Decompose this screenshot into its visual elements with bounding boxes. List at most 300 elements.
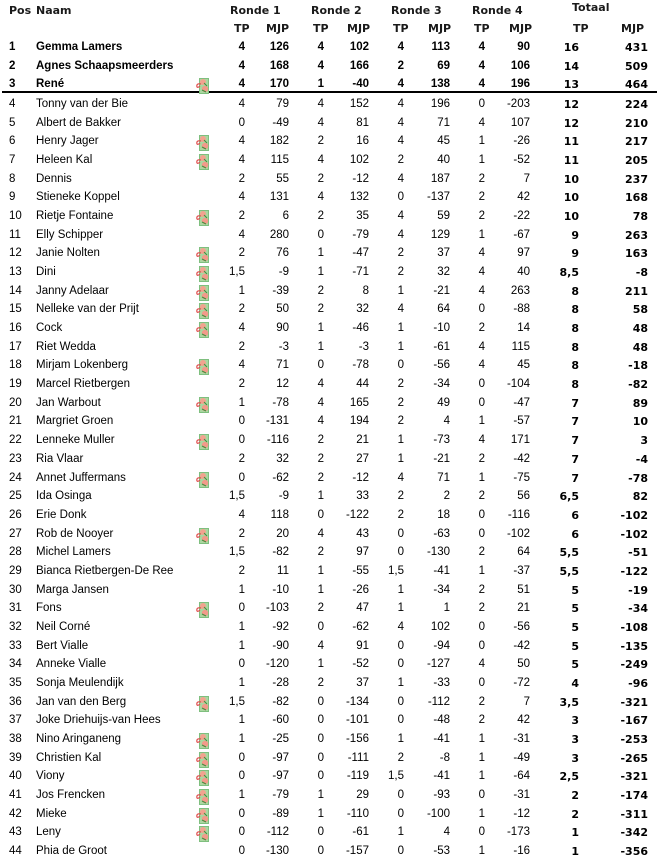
- round-3-mjp: -10: [433, 322, 450, 335]
- header-mjp-2: MJP: [347, 22, 371, 35]
- total-mjp: -102: [620, 508, 648, 522]
- round-4-tp: 2: [478, 546, 485, 559]
- round-2-tp: 2: [317, 602, 324, 615]
- row-position: 13: [9, 266, 22, 279]
- round-2-tp: 1: [317, 340, 324, 353]
- round-4-mjp: 106: [510, 59, 530, 72]
- round-3-mjp: -34: [433, 378, 450, 391]
- row-position: 7: [9, 154, 16, 167]
- round-1-tp: 0: [238, 845, 245, 857]
- round-2-tp: 4: [317, 396, 324, 409]
- round-4-mjp: -64: [513, 770, 530, 783]
- row-player-name: Joke Driehuijs-van Hees: [36, 714, 161, 727]
- row-player-name: Albert de Bakker: [36, 116, 122, 129]
- table-row: [0, 395, 660, 413]
- total-mjp: 210: [625, 116, 648, 130]
- round-1-mjp: 126: [269, 41, 289, 53]
- round-3-tp: 2: [397, 751, 404, 764]
- round-2-mjp: 35: [356, 210, 369, 223]
- round-3-tp: 1: [397, 676, 404, 689]
- row-player-name: Leny: [36, 826, 61, 839]
- row-player-name: Nelleke van der Prijt: [36, 303, 139, 316]
- round-4-tp: 0: [478, 303, 485, 316]
- row-position: 22: [9, 434, 22, 447]
- round-2-tp: 2: [317, 284, 324, 297]
- round-4-tp: 0: [478, 378, 485, 391]
- row-player-name: Janny Adelaar: [36, 284, 109, 297]
- round-2-tp: 0: [317, 770, 324, 783]
- round-2-mjp: 152: [349, 98, 369, 110]
- flower-badge-icon: [196, 808, 209, 824]
- round-1-tp: 1: [238, 583, 245, 596]
- round-4-tp: 1: [478, 732, 485, 745]
- total-mjp: -253: [620, 732, 648, 746]
- header-mjp-3: MJP: [428, 22, 452, 35]
- round-2-mjp: 165: [349, 396, 369, 409]
- table-row: [0, 656, 660, 674]
- round-2-tp: 1: [317, 564, 324, 577]
- round-4-tp: 4: [478, 340, 485, 353]
- round-4-mjp: 171: [510, 434, 530, 447]
- table-row: [0, 544, 660, 562]
- round-1-mjp: 55: [276, 172, 289, 185]
- flower-badge-icon: [196, 472, 209, 488]
- round-2-tp: 1: [317, 788, 324, 801]
- round-2-tp: 2: [317, 434, 324, 447]
- flower-badge-icon: [196, 602, 209, 618]
- row-position: 15: [9, 303, 22, 316]
- round-1-mjp: -79: [272, 788, 289, 801]
- row-player-name: Bianca Rietbergen-De Ree: [36, 564, 174, 577]
- round-1-tp: 4: [238, 135, 245, 148]
- round-2-tp: 1: [317, 807, 324, 820]
- table-row: [0, 357, 660, 375]
- round-4-mjp: -31: [513, 732, 530, 745]
- total-tp: 6: [571, 508, 579, 522]
- round-1-mjp: -9: [278, 490, 289, 503]
- total-tp: 12: [563, 98, 579, 111]
- round-3-mjp: 129: [430, 228, 450, 241]
- round-1-tp: 2: [238, 247, 245, 260]
- total-tp: 5: [571, 583, 579, 597]
- round-2-tp: 0: [317, 620, 324, 633]
- total-mjp: 48: [632, 322, 648, 336]
- total-tp: 8,5: [559, 266, 579, 280]
- round-4-tp: 0: [478, 396, 485, 409]
- total-mjp: 205: [625, 154, 648, 168]
- round-4-mjp: -42: [513, 452, 530, 465]
- round-2-mjp: -47: [352, 247, 369, 260]
- round-4-tp: 1: [478, 564, 485, 577]
- round-2-mjp: 91: [356, 639, 369, 652]
- round-4-mjp: -75: [513, 471, 530, 484]
- round-3-tp: 1: [397, 732, 404, 745]
- round-2-tp: 2: [317, 676, 324, 689]
- round-2-mjp: -3: [358, 340, 369, 353]
- round-3-mjp: -63: [433, 527, 450, 540]
- round-3-mjp: -41: [433, 732, 450, 745]
- round-1-mjp: -82: [272, 695, 289, 708]
- round-3-tp: 1: [397, 284, 404, 297]
- total-mjp: 263: [625, 228, 648, 242]
- round-1-mjp: 182: [269, 135, 289, 148]
- header-tp-4: TP: [474, 22, 490, 35]
- round-4-mjp: 263: [510, 284, 530, 297]
- round-4-mjp: -49: [513, 751, 530, 764]
- round-3-tp: 2: [397, 508, 404, 521]
- total-mjp: 78: [632, 210, 648, 224]
- flower-badge-icon: [196, 78, 209, 94]
- round-3-mjp: -100: [426, 807, 450, 820]
- total-mjp: 58: [632, 303, 648, 317]
- total-mjp: 3: [640, 434, 648, 448]
- round-4-tp: 1: [478, 807, 485, 820]
- round-4-tp: 4: [478, 59, 485, 72]
- round-3-tp: 2: [397, 378, 404, 391]
- round-1-tp: 2: [238, 452, 245, 465]
- round-2-mjp: 16: [356, 135, 369, 148]
- round-4-mjp: 21: [517, 602, 530, 615]
- round-3-tp: 4: [397, 210, 404, 223]
- table-row: [0, 320, 660, 338]
- flower-badge-icon: [196, 826, 209, 842]
- flower-badge-icon: [196, 266, 209, 282]
- round-3-tp: 4: [397, 98, 404, 110]
- round-4-mjp: -26: [513, 135, 530, 148]
- round-4-mjp: -104: [506, 378, 530, 391]
- round-1-mjp: 32: [276, 452, 289, 465]
- round-2-mjp: 37: [356, 676, 369, 689]
- total-mjp: 10: [632, 415, 648, 429]
- round-2-mjp: -71: [352, 266, 369, 279]
- table-row: [0, 376, 660, 394]
- round-2-tp: 2: [317, 471, 324, 484]
- round-4-tp: 4: [478, 266, 485, 279]
- round-1-tp: 1: [238, 284, 245, 297]
- round-2-tp: 0: [317, 751, 324, 764]
- round-4-tp: 4: [478, 284, 485, 297]
- row-player-name: Jan van den Berg: [36, 695, 127, 708]
- row-position: 41: [9, 788, 22, 801]
- round-1-mjp: 170: [269, 78, 289, 90]
- table-row: [0, 301, 660, 319]
- round-4-mjp: -173: [506, 826, 530, 839]
- total-mjp: 224: [625, 98, 648, 111]
- round-2-tp: 4: [317, 527, 324, 540]
- total-tp: 9: [571, 247, 579, 261]
- round-4-tp: 0: [478, 620, 485, 633]
- total-mjp: -249: [620, 658, 648, 672]
- round-4-tp: 2: [478, 583, 485, 596]
- round-3-tp: 1: [397, 434, 404, 447]
- round-2-mjp: 32: [356, 303, 369, 316]
- round-1-tp: 0: [238, 434, 245, 447]
- table-row: [0, 76, 660, 94]
- total-tp: 7: [571, 471, 579, 485]
- total-tp: 5: [571, 620, 579, 634]
- row-position: 36: [9, 695, 22, 708]
- total-tp: 3: [571, 732, 579, 746]
- row-player-name: Ida Osinga: [36, 490, 92, 503]
- round-3-tp: 0: [397, 845, 404, 857]
- round-4-mjp: 64: [517, 546, 530, 559]
- total-mjp: 237: [625, 172, 648, 186]
- round-1-mjp: 76: [276, 247, 289, 260]
- round-1-mjp: -131: [265, 415, 289, 428]
- round-4-tp: 4: [478, 658, 485, 671]
- round-4-tp: 2: [478, 322, 485, 335]
- round-3-tp: 1: [397, 452, 404, 465]
- row-position: 29: [9, 564, 22, 577]
- round-3-mjp: -53: [433, 845, 450, 857]
- total-tp: 12: [563, 116, 579, 130]
- total-tp: 8: [571, 322, 579, 336]
- row-player-name: Michel Lamers: [36, 546, 111, 559]
- round-3-mjp: 18: [437, 508, 450, 521]
- round-1-mjp: -97: [272, 751, 289, 764]
- header-mjp-1: MJP: [266, 22, 290, 35]
- round-2-tp: 2: [317, 452, 324, 465]
- round-3-mjp: 37: [437, 247, 450, 260]
- round-3-mjp: 102: [430, 620, 450, 633]
- round-3-mjp: -61: [433, 340, 450, 353]
- round-3-tp: 0: [397, 695, 404, 708]
- round-4-tp: 2: [478, 452, 485, 465]
- round-2-mjp: -119: [346, 770, 369, 783]
- total-tp: 7: [571, 434, 579, 448]
- table-row: [0, 470, 660, 488]
- round-1-mjp: -116: [266, 434, 289, 447]
- round-1-tp: 4: [238, 508, 245, 521]
- round-2-mjp: 47: [356, 602, 369, 615]
- round-4-mjp: -72: [513, 676, 530, 689]
- table-row: [0, 451, 660, 469]
- flower-badge-icon: [196, 789, 209, 805]
- table-row: [0, 582, 660, 600]
- round-2-tp: 0: [317, 508, 324, 521]
- round-2-tp: 4: [317, 98, 324, 110]
- round-3-tp: 1,5: [388, 564, 404, 577]
- round-4-mjp: -102: [506, 527, 530, 540]
- round-1-mjp: 71: [276, 359, 289, 372]
- round-4-mjp: 7: [523, 172, 530, 185]
- round-3-mjp: -34: [433, 583, 450, 596]
- total-mjp: -102: [620, 527, 648, 541]
- round-4-tp: 2: [478, 191, 485, 204]
- round-2-mjp: 97: [356, 546, 369, 559]
- round-4-tp: 1: [478, 228, 485, 241]
- round-3-tp: 0: [397, 191, 404, 204]
- round-2-tp: 0: [317, 714, 324, 727]
- round-1-mjp: -130: [265, 845, 289, 857]
- row-player-name: Dennis: [36, 172, 72, 185]
- round-2-mjp: -79: [352, 228, 369, 241]
- header-tp-2: TP: [313, 22, 329, 35]
- table-row: [0, 96, 660, 114]
- row-player-name: René: [36, 78, 65, 90]
- row-player-name: Elly Schipper: [36, 228, 104, 241]
- round-3-tp: 0: [397, 807, 404, 820]
- total-tp: 8: [571, 303, 579, 317]
- round-4-tp: 2: [478, 490, 485, 503]
- header-mjp-total: MJP: [621, 22, 645, 35]
- total-tp: 1: [571, 826, 579, 840]
- round-2-mjp: 33: [356, 490, 369, 503]
- round-2-tp: 4: [317, 415, 324, 428]
- round-3-mjp: 49: [437, 396, 450, 409]
- round-3-mjp: 2: [443, 490, 450, 503]
- round-4-tp: 4: [478, 41, 485, 53]
- round-1-tp: 0: [238, 471, 245, 484]
- table-row: [0, 768, 660, 786]
- round-1-tp: 0: [238, 826, 245, 839]
- row-player-name: Mirjam Lokenberg: [36, 359, 129, 372]
- round-3-tp: 2: [397, 154, 404, 167]
- total-mjp: -321: [620, 770, 648, 784]
- row-position: 26: [9, 508, 22, 521]
- header-naam: Naam: [36, 4, 72, 17]
- row-position: 27: [9, 527, 22, 540]
- round-1-tp: 4: [238, 322, 245, 335]
- total-tp: 11: [563, 154, 579, 168]
- round-1-mjp: -103: [265, 602, 289, 615]
- round-4-tp: 4: [478, 359, 485, 372]
- table-row: [0, 339, 660, 357]
- round-4-tp: 1: [478, 471, 485, 484]
- round-2-mjp: -12: [352, 172, 369, 185]
- round-1-mjp: 6: [282, 210, 289, 223]
- round-3-mjp: 113: [431, 41, 450, 53]
- row-position: 4: [9, 98, 16, 110]
- round-4-tp: 1: [478, 751, 485, 764]
- total-mjp: 168: [625, 191, 648, 205]
- round-4-tp: 2: [478, 695, 485, 708]
- row-player-name: Erie Donk: [36, 508, 87, 521]
- total-tp: 10: [563, 210, 579, 224]
- round-2-mjp: -26: [352, 583, 369, 596]
- total-mjp: -96: [628, 676, 648, 690]
- total-tp: 5: [571, 658, 579, 672]
- round-1-tp: 1,5: [229, 546, 245, 559]
- flower-badge-icon: [196, 770, 209, 786]
- row-position: 19: [9, 378, 22, 391]
- table-row: [0, 526, 660, 544]
- round-2-tp: 1: [317, 266, 324, 279]
- round-1-mjp: 118: [270, 508, 289, 521]
- round-2-mjp: -156: [345, 732, 369, 745]
- total-tp: 6,5: [559, 490, 579, 504]
- table-row: [0, 58, 660, 76]
- table-row: [0, 806, 660, 824]
- round-3-tp: 2: [397, 266, 404, 279]
- round-1-tp: 0: [238, 415, 245, 428]
- row-player-name: Tonny van der Bie: [36, 98, 129, 110]
- row-player-name: Phia de Groot: [36, 845, 107, 857]
- total-tp: 8: [571, 359, 579, 373]
- round-4-tp: 4: [478, 434, 485, 447]
- row-position: 2: [9, 59, 16, 72]
- round-4-mjp: -31: [513, 788, 530, 801]
- total-mjp: 163: [625, 247, 648, 261]
- round-3-tp: 4: [397, 78, 404, 90]
- header-ronde-3: Ronde 3: [391, 4, 442, 17]
- round-4-tp: 0: [478, 676, 485, 689]
- round-1-tp: 4: [238, 78, 245, 90]
- row-position: 43: [9, 826, 22, 839]
- round-1-mjp: -90: [272, 639, 289, 652]
- header-pos: Pos: [9, 4, 32, 17]
- total-mjp: -311: [620, 807, 648, 821]
- round-1-mjp: -120: [265, 658, 289, 671]
- round-1-tp: 2: [238, 527, 245, 540]
- table-row: [0, 133, 660, 151]
- round-2-mjp: -122: [345, 508, 369, 521]
- round-1-mjp: -39: [272, 284, 289, 297]
- round-1-mjp: 79: [276, 98, 289, 110]
- round-4-tp: 1: [478, 845, 485, 857]
- total-mjp: 82: [632, 490, 648, 504]
- table-row: [0, 787, 660, 805]
- round-1-tp: 4: [238, 98, 245, 110]
- table-row: [0, 843, 660, 861]
- row-player-name: Cock: [36, 322, 63, 335]
- row-player-name: Viony: [36, 770, 65, 783]
- round-2-mjp: 29: [356, 788, 369, 801]
- round-3-mjp: -127: [426, 658, 450, 671]
- round-2-tp: 4: [317, 639, 324, 652]
- round-1-mjp: 50: [276, 303, 289, 316]
- round-2-tp: 2: [317, 210, 324, 223]
- round-2-tp: 0: [317, 845, 324, 857]
- total-tp: 8: [571, 284, 579, 298]
- total-tp: 11: [563, 135, 579, 149]
- flower-badge-icon: [196, 322, 209, 338]
- table-row: [0, 115, 660, 133]
- total-mjp: -34: [628, 602, 648, 616]
- round-4-tp: 0: [478, 527, 485, 540]
- row-position: 1: [9, 41, 16, 53]
- total-tp: 5: [571, 639, 579, 653]
- total-tp: 9: [571, 228, 579, 242]
- table-row: [0, 283, 660, 301]
- total-tp: 2,5: [559, 770, 579, 784]
- round-1-tp: 4: [238, 59, 245, 72]
- round-2-mjp: 166: [349, 59, 369, 72]
- row-position: 42: [9, 807, 22, 820]
- round-2-tp: 4: [317, 191, 324, 204]
- round-4-mjp: -42: [513, 639, 530, 652]
- round-4-mjp: 42: [517, 714, 530, 727]
- total-tp: 10: [563, 172, 579, 186]
- row-position: 34: [9, 658, 22, 671]
- round-3-mjp: 64: [437, 303, 450, 316]
- round-2-mjp: -62: [352, 620, 369, 633]
- round-4-mjp: 14: [517, 322, 530, 335]
- row-position: 25: [9, 490, 22, 503]
- round-4-mjp: -52: [513, 154, 530, 167]
- row-player-name: Ria Vlaar: [36, 452, 84, 465]
- total-mjp: -8: [635, 266, 648, 280]
- round-3-mjp: -48: [433, 714, 450, 727]
- round-1-tp: 2: [238, 564, 245, 577]
- total-mjp: -108: [620, 620, 648, 634]
- round-4-mjp: -37: [513, 564, 530, 577]
- round-2-tp: 1: [317, 490, 324, 503]
- total-tp: 3: [571, 751, 579, 765]
- flower-badge-icon: [196, 359, 209, 375]
- row-player-name: Fons: [36, 602, 62, 615]
- round-2-tp: 0: [317, 228, 324, 241]
